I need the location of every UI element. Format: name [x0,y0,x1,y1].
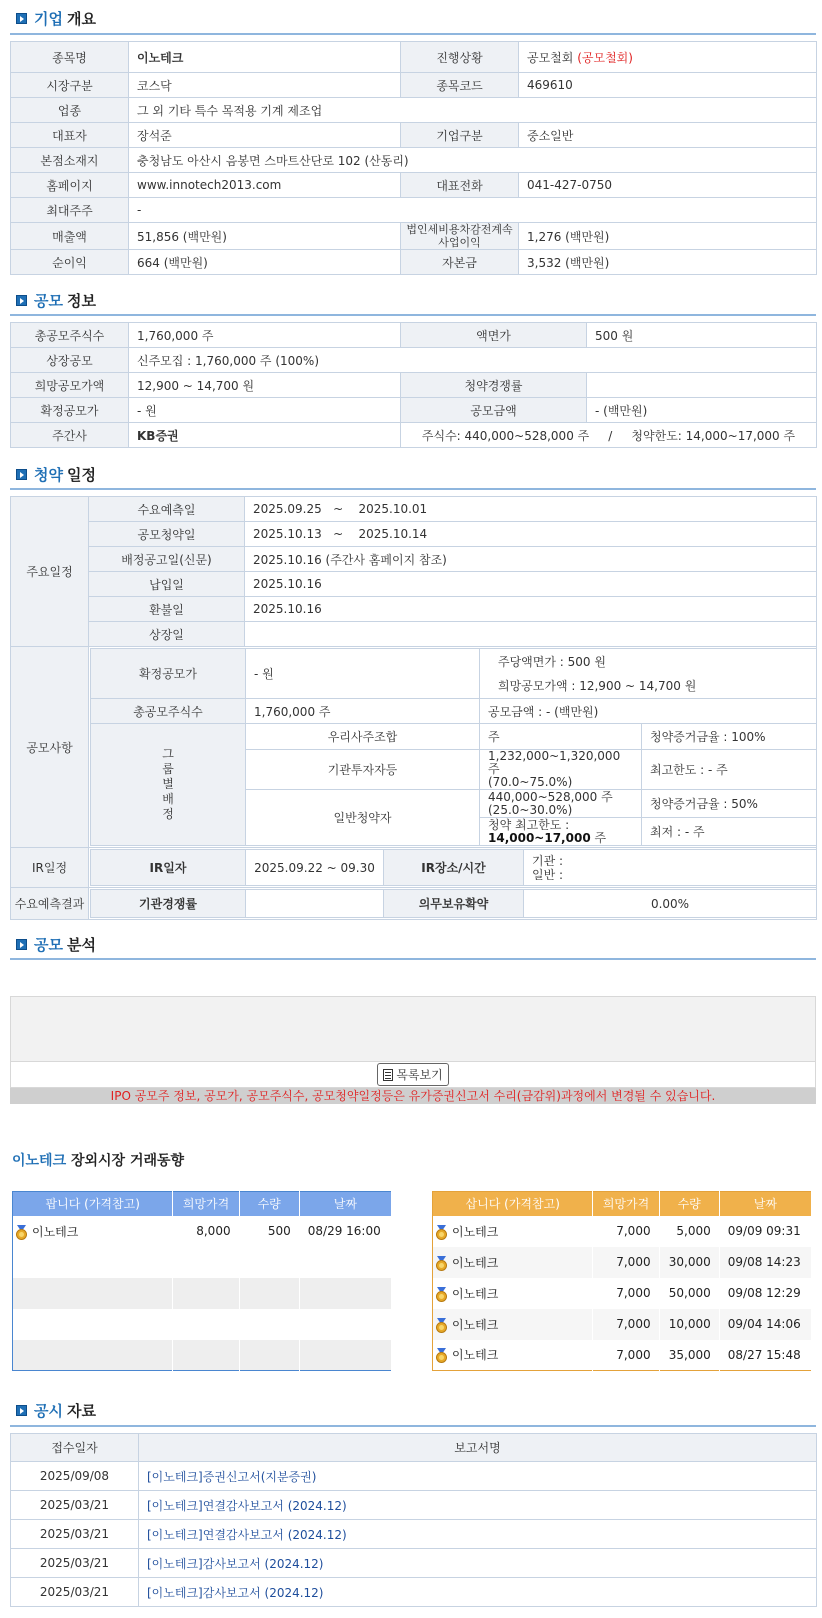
disclosure-date: 2025/03/21 [11,1578,139,1607]
sell-row-date: 08/29 16:00 [299,1216,391,1247]
demand-table [90,889,817,918]
sell-row-price: 8,000 [173,1216,239,1247]
stock-name: 이노테크 [129,42,401,73]
homepage-link[interactable]: www.innotech2013.com [129,173,401,198]
otc-title: 이노테크 장외시장 거래동향 [12,1153,185,1169]
par-value-line: 주당액면가 : 500 원 [498,654,606,669]
group-general-limit: 청약 최고한도 : 14,000~17,000 주 [480,818,642,846]
sell-row[interactable] [13,1216,392,1247]
buy-row-qty: 30,000 [659,1247,719,1278]
disclosure-table [10,1433,817,1607]
section-divider [10,33,816,35]
desired-price-line: 희망공모가액 : 12,900 ~ 14,700 원 [498,678,697,693]
buy-row-date: 08/27 15:48 [719,1340,811,1371]
disclosure-report-link[interactable]: [이노테크]감사보고서 (2024.12) [147,1585,324,1600]
underwriter-detail: 주식수: 440,000~528,000 주 / 청약한도: 14,000~17,000 주 [401,423,817,448]
capital-value: 3,532 (백만원) [519,250,817,275]
buy-row-price: 7,000 [593,1278,659,1309]
label-status: 진행상황 [401,42,519,73]
medal-icon [435,1256,448,1271]
sell-header-price: 희망가격 [173,1192,239,1216]
buy-row-name[interactable]: 이노테크 [433,1309,593,1340]
sub-total-shares-value: 1,760,000 주 [246,699,480,724]
buy-row-qty: 35,000 [659,1340,719,1371]
label-code: 종목코드 [401,73,519,98]
label-underwriter: 주간사 [11,423,129,448]
buy-row[interactable] [433,1278,812,1309]
medal-icon [435,1318,448,1333]
buy-row-price: 7,000 [593,1340,659,1371]
buy-header-qty: 수량 [659,1192,719,1216]
label-market: 시장구분 [11,73,129,98]
label-offer-amount: 공모금액 [401,398,587,423]
code-value: 469610 [519,73,817,98]
medal-icon [435,1287,448,1302]
section-divider [10,1425,816,1427]
disclosure-row [11,1520,817,1549]
offer-amount-line: 공모금액 : - (백만원) [480,699,817,724]
label-ceo: 대표자 [11,123,129,148]
disclosure-date: 2025/03/21 [11,1491,139,1520]
net-income-value: 664 (백만원) [129,250,401,275]
analysis-content [10,996,816,1062]
lockup-value: 0.00% [524,890,817,918]
demand-cell [89,888,817,920]
buy-table [432,1191,812,1371]
medal-icon [435,1225,448,1240]
list-button-row [10,1062,816,1088]
buy-row-name[interactable]: 이노테크 [433,1247,593,1278]
label-net-income: 순이익 [11,250,129,275]
label-industry: 업종 [11,98,129,123]
section-title-analysis: 공모 분석 [16,932,96,956]
total-shares-value: 1,760,000 주 [129,323,401,348]
section-title-subscription: 청약 일정 [16,462,96,486]
disclosure-row [11,1462,817,1491]
buy-row-date: 09/04 14:06 [719,1309,811,1340]
label-company-type: 기업구분 [401,123,519,148]
disclosure-date: 2025/03/21 [11,1549,139,1578]
label-final-price: 확정공모가 [11,398,129,423]
sell-row-empty [13,1340,392,1371]
section-bullet-icon [16,1405,27,1416]
label-stock-name: 종목명 [11,42,129,73]
label-desired-price: 희망공모가액 [11,373,129,398]
refund-date-value: 2025.10.16 [245,597,817,622]
section-title-disclosure: 공시 자료 [16,1398,96,1422]
label-pretax: 법인세비용차감전계속사업이익 [401,223,519,250]
disclosure-date: 2025/09/08 [11,1462,139,1491]
sub-final-price-value: - 원 [246,649,480,699]
label-demand-result: 수요예측결과 [11,888,89,920]
disclosure-report-link[interactable]: [이노테크]연결감사보고서 (2024.12) [147,1498,347,1513]
list-view-button[interactable]: 목록보기 [377,1063,448,1086]
buy-header-name: 삽니다 (가격참고) [433,1192,593,1216]
buy-row-qty: 5,000 [659,1216,719,1247]
buy-row-date: 09/08 12:29 [719,1278,811,1309]
disclosure-row [11,1491,817,1520]
sell-header-name: 팝니다 (가격참고) [13,1192,173,1216]
buy-row-name[interactable]: 이노테크 [433,1278,593,1309]
ir-date-value: 2025.09.22 ~ 09.30 [246,850,384,886]
label-homepage: 홈페이지 [11,173,129,198]
offer-amount-value: - (백만원) [587,398,817,423]
sell-header-date: 날짜 [299,1192,391,1216]
phone-value: 041-427-0750 [519,173,817,198]
buy-row-price: 7,000 [593,1309,659,1340]
label-par-value: 액면가 [401,323,587,348]
buy-row-date: 09/09 09:31 [719,1216,811,1247]
label-ir-place: IR장소/시간 [384,850,524,886]
desired-price-value: 12,900 ~ 14,700 원 [129,373,401,398]
label-payment-date: 납입일 [89,572,245,597]
warning-notice: IPO 공모주 정보, 공모가, 공모주식수, 공모청약일정등은 유가증권신고서 수리(금감위)과정에서 변경될 수 있습니다. [10,1088,816,1104]
ceo-value: 장석준 [129,123,401,148]
label-demand-forecast: 수요예측일 [89,497,245,522]
section-divider [10,314,816,316]
label-listing-date: 상장일 [89,622,245,647]
label-sub-final-price: 확정공모가 [91,649,246,699]
group-institution: 기관투자자등 [246,750,480,790]
competition-value [587,373,817,398]
underwriter-value: KB증권 [129,423,401,448]
label-lockup: 의무보유확약 [384,890,524,918]
allotment-date-value: 2025.10.16 (주간사 홈페이지 참조) [245,547,817,572]
section-bullet-icon [16,939,27,950]
company-table [10,41,817,275]
subscription-date-value: 2025.10.13 ~ 2025.10.14 [245,522,817,547]
par-desired-cell [480,649,817,699]
buy-row-qty: 10,000 [659,1309,719,1340]
sell-header-qty: 수량 [239,1192,299,1216]
pretax-value: 1,276 (백만원) [519,223,817,250]
disclosure-report-link[interactable]: [이노테크]연결감사보고서 (2024.12) [147,1527,347,1542]
sell-row-qty: 500 [239,1216,299,1247]
label-subscription-date: 공모청약일 [89,522,245,547]
buy-header-date: 날짜 [719,1192,811,1216]
label-ir-date: IR일자 [91,850,246,886]
label-ir-schedule: IR일정 [11,848,89,888]
group-allocation-label: 그룹별배정 [91,724,246,846]
group-institution-shares: 1,232,000~1,320,000 주 (70.0~75.0%) [480,750,642,790]
offering-table [10,322,817,448]
disclosure-row [11,1578,817,1607]
group-employee-note: 청약증거금율 : 100% [642,724,817,750]
ir-cell [89,848,817,888]
offer-items-table [90,648,817,846]
label-listing-offer: 상장공모 [11,348,129,373]
buy-row-name[interactable]: 이노테크 [433,1216,593,1247]
label-capital: 자본금 [401,250,519,275]
disclosure-report-link[interactable]: [이노테크]증권신고서(지분증권) [147,1469,317,1484]
section-bullet-icon [16,13,27,24]
buy-row-price: 7,000 [593,1216,659,1247]
label-major-holder: 최대주주 [11,198,129,223]
disclosure-header-date: 접수일자 [11,1434,139,1462]
disclosure-header-title: 보고서명 [139,1434,817,1462]
disclosure-report-link[interactable]: [이노테크]감사보고서 (2024.12) [147,1556,324,1571]
sell-row-empty [13,1278,392,1309]
ir-place-value: 기관 : 일반 : [524,850,817,886]
address-value: 충청남도 아산시 음봉면 스마트산단로 102 (산동리) [129,148,817,173]
sell-row-empty [13,1309,392,1340]
group-general-note: 청약증거금율 : 50% [642,790,817,818]
buy-row-name[interactable]: 이노테크 [433,1340,593,1371]
label-inst-competition: 기관경쟁률 [91,890,246,918]
offer-items-cell [89,647,817,848]
par-value: 500 원 [587,323,817,348]
industry-value: 그 외 기타 특수 목적용 기계 제조업 [129,98,817,123]
label-address: 본점소재지 [11,148,129,173]
major-holder-value: - [129,198,817,223]
group-general-min: 최저 : - 주 [642,818,817,846]
ir-table [90,849,817,886]
section-bullet-icon [16,469,27,480]
label-sub-total-shares: 총공모주식수 [91,699,246,724]
disclosure-date: 2025/03/21 [11,1520,139,1549]
label-total-shares: 총공모주식수 [11,323,129,348]
buy-row-date: 09/08 14:23 [719,1247,811,1278]
label-allotment-date: 배정공고일(신문) [89,547,245,572]
listing-offer-value: 신주모집 : 1,760,000 주 (100%) [129,348,817,373]
status-value: 공모철회 (공모철회) [519,42,817,73]
inst-competition-value [246,890,384,918]
medal-icon [15,1225,28,1240]
group-employee-shares: 주 [480,724,642,750]
label-offer-items: 공모사항 [11,647,89,848]
medal-icon [435,1348,448,1363]
group-general-shares: 440,000~528,000 주 (25.0~30.0%) [480,790,642,818]
section-divider [10,958,816,960]
buy-row[interactable] [433,1309,812,1340]
section-title-offering: 공모 정보 [16,288,96,312]
label-main-schedule: 주요일정 [11,497,89,647]
section-divider [10,488,816,490]
label-revenue: 매출액 [11,223,129,250]
listing-date-value [245,622,817,647]
buy-row[interactable] [433,1216,812,1247]
sell-row-empty [13,1247,392,1278]
label-phone: 대표전화 [401,173,519,198]
buy-row[interactable] [433,1247,812,1278]
buy-row-price: 7,000 [593,1247,659,1278]
label-competition: 청약경쟁률 [401,373,587,398]
document-icon [383,1069,393,1081]
revenue-value: 51,856 (백만원) [129,223,401,250]
buy-row-qty: 50,000 [659,1278,719,1309]
disclosure-row [11,1549,817,1578]
group-institution-note: 최고한도 : - 주 [642,750,817,790]
label-refund-date: 환불일 [89,597,245,622]
company-type-value: 중소일반 [519,123,817,148]
final-price-value: - 원 [129,398,401,423]
market-value: 코스닥 [129,73,401,98]
payment-date-value: 2025.10.16 [245,572,817,597]
group-employee: 우리사주조합 [246,724,480,750]
section-bullet-icon [16,295,27,306]
subscription-table [10,496,817,920]
demand-forecast-value: 2025.09.25 ~ 2025.10.01 [245,497,817,522]
sell-table [12,1191,392,1371]
section-title-company: 기업 개요 [16,6,96,30]
buy-header-price: 희망가격 [593,1192,659,1216]
group-general: 일반청약자 [246,790,480,846]
buy-row[interactable] [433,1340,812,1371]
sell-row-name[interactable]: 이노테크 [13,1216,173,1247]
